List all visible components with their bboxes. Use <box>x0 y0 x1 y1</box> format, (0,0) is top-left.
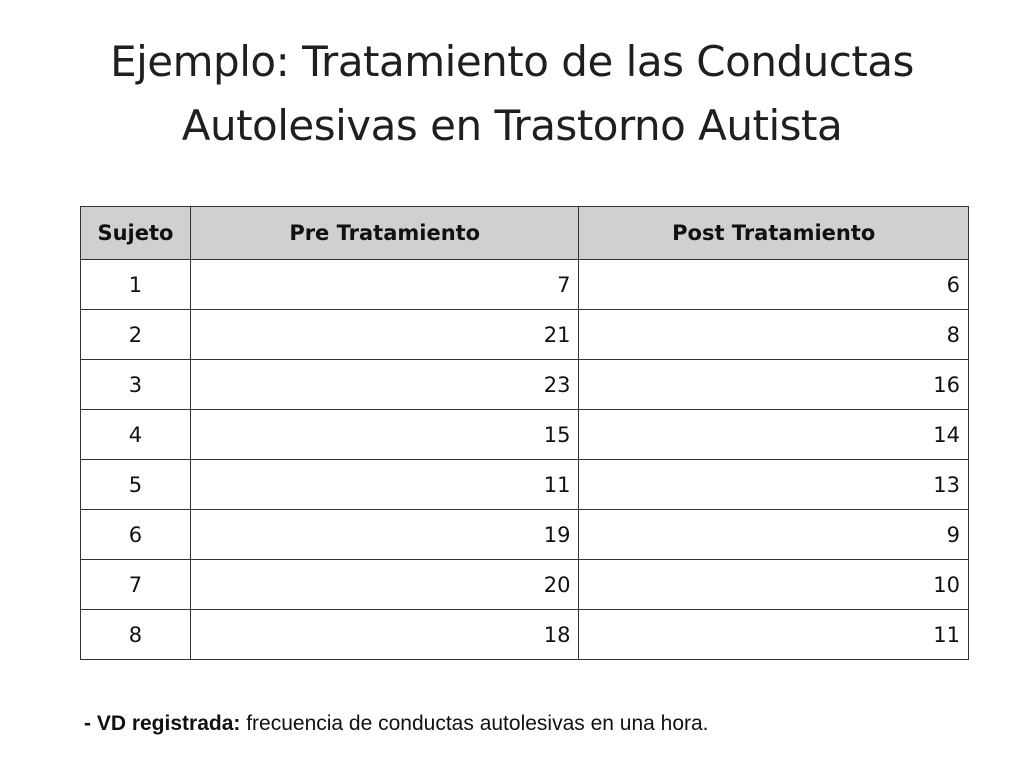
slide-title <box>0 30 1024 158</box>
cell-pre-tratamiento: 15 <box>190 410 579 460</box>
column-header-sujeto: Sujeto <box>81 207 191 260</box>
cell-pre-tratamiento: 18 <box>190 610 579 660</box>
cell-post-tratamiento: 8 <box>579 310 969 360</box>
table-row <box>81 610 969 660</box>
cell-sujeto: 7 <box>81 560 191 610</box>
cell-sujeto: 2 <box>81 310 191 360</box>
table-row <box>81 460 969 510</box>
table-header-row <box>81 207 969 260</box>
cell-pre-tratamiento: 23 <box>190 360 579 410</box>
cell-sujeto: 5 <box>81 460 191 510</box>
table-row <box>81 560 969 610</box>
column-header-pre-tratamiento: Pre Tratamiento <box>190 207 579 260</box>
cell-post-tratamiento: 16 <box>579 360 969 410</box>
footnote-text: frecuencia de conductas autolesivas en una hora. <box>240 712 709 735</box>
cell-pre-tratamiento: 7 <box>190 260 579 310</box>
cell-pre-tratamiento: 21 <box>190 310 579 360</box>
table-row <box>81 360 969 410</box>
table-row <box>81 310 969 360</box>
cell-pre-tratamiento: 20 <box>190 560 579 610</box>
cell-post-tratamiento: 13 <box>579 460 969 510</box>
cell-sujeto: 6 <box>81 510 191 560</box>
cell-sujeto: 8 <box>81 610 191 660</box>
slide-title-line-2: Autolesivas en Trastorno Autista <box>181 101 843 150</box>
cell-pre-tratamiento: 19 <box>190 510 579 560</box>
cell-sujeto: 4 <box>81 410 191 460</box>
cell-sujeto: 1 <box>81 260 191 310</box>
column-header-post-tratamiento: Post Tratamiento <box>579 207 969 260</box>
table-row <box>81 510 969 560</box>
slide-title-line-1: Ejemplo: Tratamiento de las Conductas <box>110 37 914 86</box>
cell-post-tratamiento: 14 <box>579 410 969 460</box>
footnote <box>84 712 709 736</box>
cell-sujeto: 3 <box>81 360 191 410</box>
cell-post-tratamiento: 6 <box>579 260 969 310</box>
cell-post-tratamiento: 11 <box>579 610 969 660</box>
footnote-label: - VD registrada: <box>84 712 241 735</box>
table-row <box>81 410 969 460</box>
table-row <box>81 260 969 310</box>
cell-post-tratamiento: 9 <box>579 510 969 560</box>
data-table <box>80 206 969 660</box>
cell-pre-tratamiento: 11 <box>190 460 579 510</box>
cell-post-tratamiento: 10 <box>579 560 969 610</box>
